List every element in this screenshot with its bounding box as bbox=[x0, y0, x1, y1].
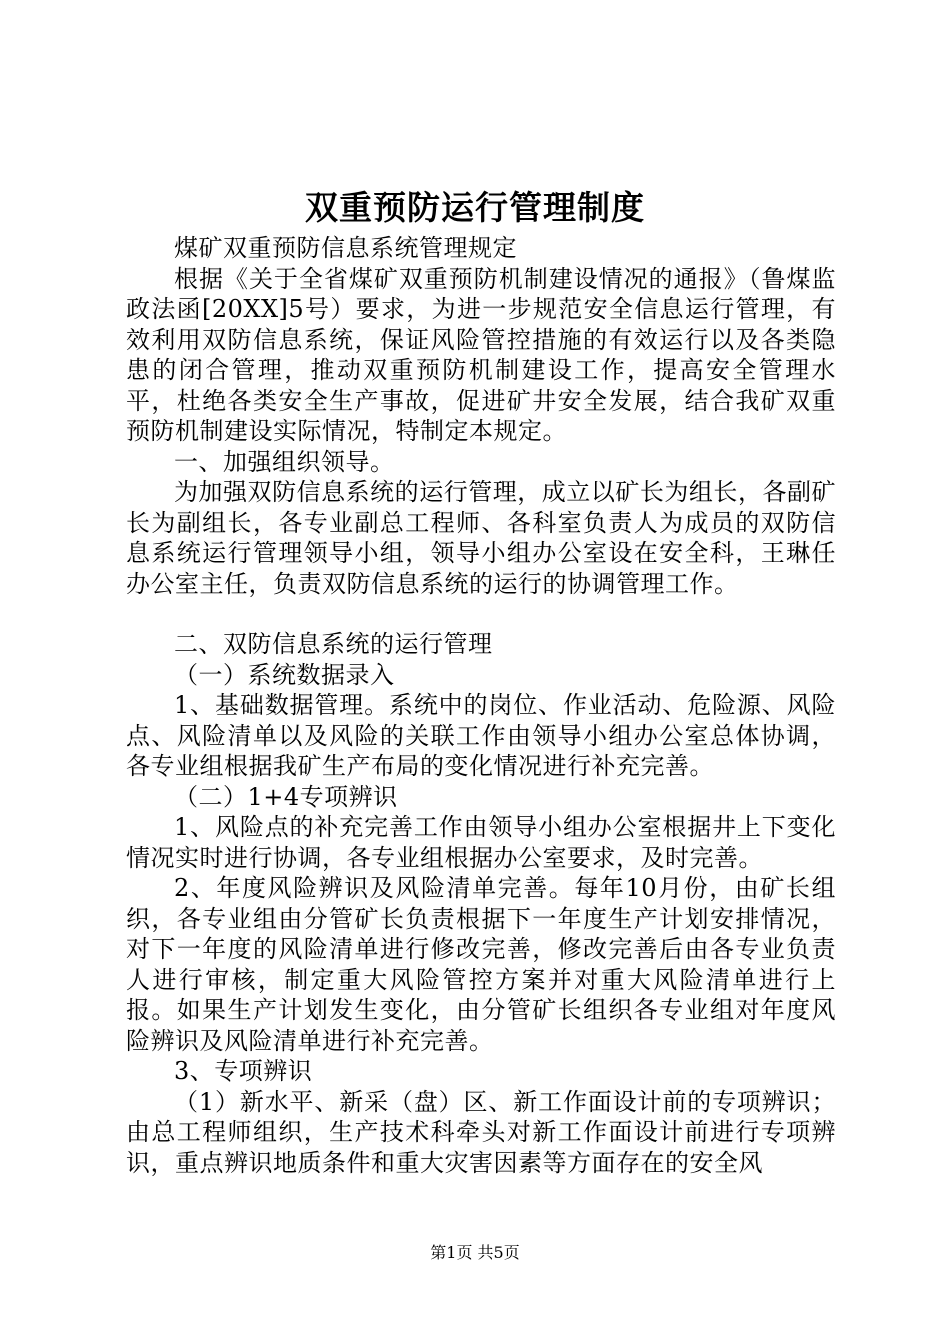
body-paragraph: 1、风险点的补充完善工作由领导小组办公室根据井上下变化情况实时进行协调，各专业组根据办公室要求，及时完善。 bbox=[126, 813, 836, 872]
section-heading: 二、双防信息系统的运行管理 bbox=[174, 630, 493, 658]
page-footer: 第1页 共5页 bbox=[430, 1243, 520, 1262]
subsection-heading: （二）1+4专项辨识 bbox=[174, 782, 398, 811]
body-paragraph: 为加强双防信息系统的运行管理，成立以矿长为组长，各副矿长为副组长，各专业副总工程师、各科室负责人为成员的双防信息系统运行管理领导小组，领导小组办公室设在安全科，王琳任办公室主任，负责双防信息系统的运行的协调管理工作。 bbox=[126, 478, 836, 598]
body-paragraph: 2、年度风险辨识及风险清单完善。每年10月份，由矿长组织，各专业组由分管矿长负责根据下一年度生产计划安排情况，对下一年度的风险清单进行修改完善，修改完善后由各专业负责人进行审核，制定重大风险管控方案并对重大风险清单进行上报。如果生产计划发生变化，由分管矿长组织各专业组对年度风险辨识及风险清单进行补充完善。 bbox=[126, 874, 836, 1055]
section-heading: 一、加强组织领导。 bbox=[174, 447, 395, 476]
intro-paragraph: 根据《关于全省煤矿双重预防机制建设情况的通报》（鲁煤监政法函[20XX]5号）要求，为进一步规范安全信息运行管理，有效利用双防信息系统，保证风险管控措施的有效运行以及各类隐患的闭合管理，推动双重预防机制建设工作，提高安全管理水平，杜绝各类安全生产事故，促进矿井安全发展，结合我矿双重预防机制建设实际情况，特制定本规定。 bbox=[126, 264, 836, 445]
subsection-heading: （一）系统数据录入 bbox=[174, 660, 395, 689]
document-title: 双重预防运行管理制度 bbox=[305, 188, 645, 227]
body-paragraph: 1、基础数据管理。系统中的岗位、作业活动、危险源、风险点、风险清单以及风险的关联工作由领导小组办公室总体协调，各专业组根据我矿生产布局的变化情况进行补充完善。 bbox=[126, 691, 836, 780]
body-paragraph: （1）新水平、新采（盘）区、新工作面设计前的专项辨识；由总工程师组织，生产技术科牵头对新工作面设计前进行专项辨识，重点辨识地质条件和重大灾害因素等方面存在的安全风 bbox=[126, 1087, 836, 1177]
item-heading: 3、专项辨识 bbox=[174, 1057, 313, 1085]
document-body bbox=[126, 233, 836, 1178]
subtitle-paragraph: 煤矿双重预防信息系统管理规定 bbox=[174, 234, 517, 262]
